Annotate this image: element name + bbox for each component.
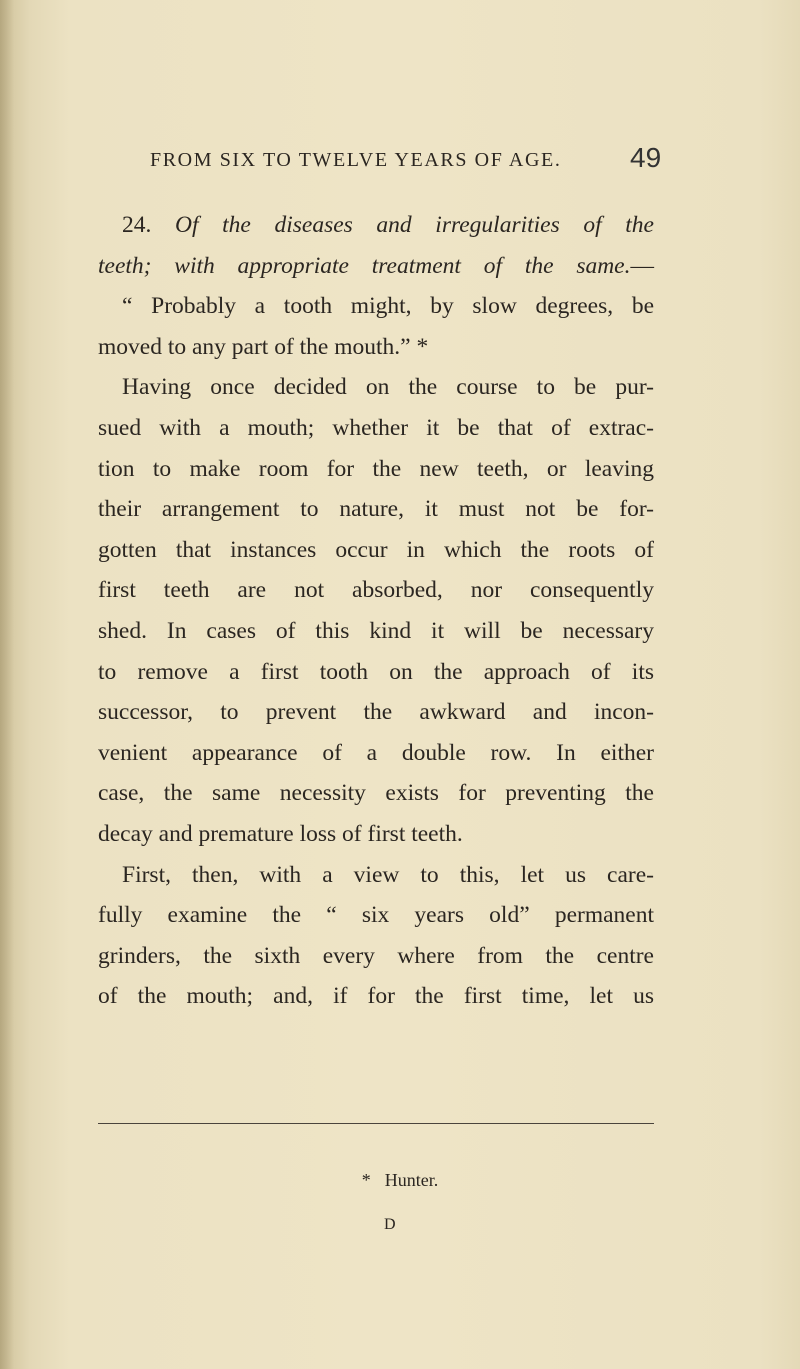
em-dash: — <box>630 252 654 279</box>
text-line: successor, to prevent the awkward and incon- <box>98 699 654 726</box>
text-line: shed. In cases of this kind it will be necessary <box>98 617 654 644</box>
body-text <box>98 205 654 1017</box>
page-number: 49 <box>630 142 662 173</box>
text-line: their arrangement to nature, it must not be for- <box>98 496 654 523</box>
text-line: moved to any part of the mouth.” * <box>98 333 429 360</box>
text-line: grinders, the sixth every where from the centre <box>98 942 654 969</box>
footnote-marker: * <box>361 1170 371 1190</box>
text-line: “ Probably a tooth might, by slow degrees, be <box>122 293 654 320</box>
text-line: to remove a first tooth on the approach of its <box>98 658 654 685</box>
text-line: Having once decided on the course to be pur- <box>122 374 654 401</box>
binding-shadow <box>0 0 14 1369</box>
section-heading: Of the diseases and irregularities of the <box>175 212 654 238</box>
text-line: venient appearance of a double row. In either <box>98 739 654 766</box>
text-line <box>98 205 654 246</box>
text-line: sued with a mouth; whether it be that of extrac- <box>98 414 654 441</box>
footnote <box>0 1170 800 1191</box>
text-line: tion to make room for the new teeth, or leaving <box>98 455 654 482</box>
signature-mark: D <box>384 1216 396 1233</box>
text-line: fully examine the “ six years old” permanent <box>98 902 654 929</box>
section-heading-cont: teeth; with appropriate treatment of the same. <box>98 252 631 279</box>
text-line: first teeth are not absorbed, nor consequently <box>98 577 654 604</box>
text-line: of the mouth; and, if for the first time, let us <box>98 983 654 1010</box>
section-number: 24. <box>122 212 175 238</box>
text-line: gotten that instances occur in which the roots of <box>98 536 654 563</box>
text-line: First, then, with a view to this, let us care- <box>122 861 654 888</box>
running-head-title: FROM SIX TO TWELVE YEARS OF AGE. <box>150 149 562 171</box>
text-line <box>98 246 654 287</box>
text-line: decay and premature loss of first teeth. <box>98 820 463 847</box>
running-head <box>0 142 800 182</box>
footnote-rule <box>98 1123 654 1124</box>
text-line: case, the same necessity exists for preventing the <box>98 780 654 807</box>
footnote-text: Hunter. <box>384 1170 439 1190</box>
